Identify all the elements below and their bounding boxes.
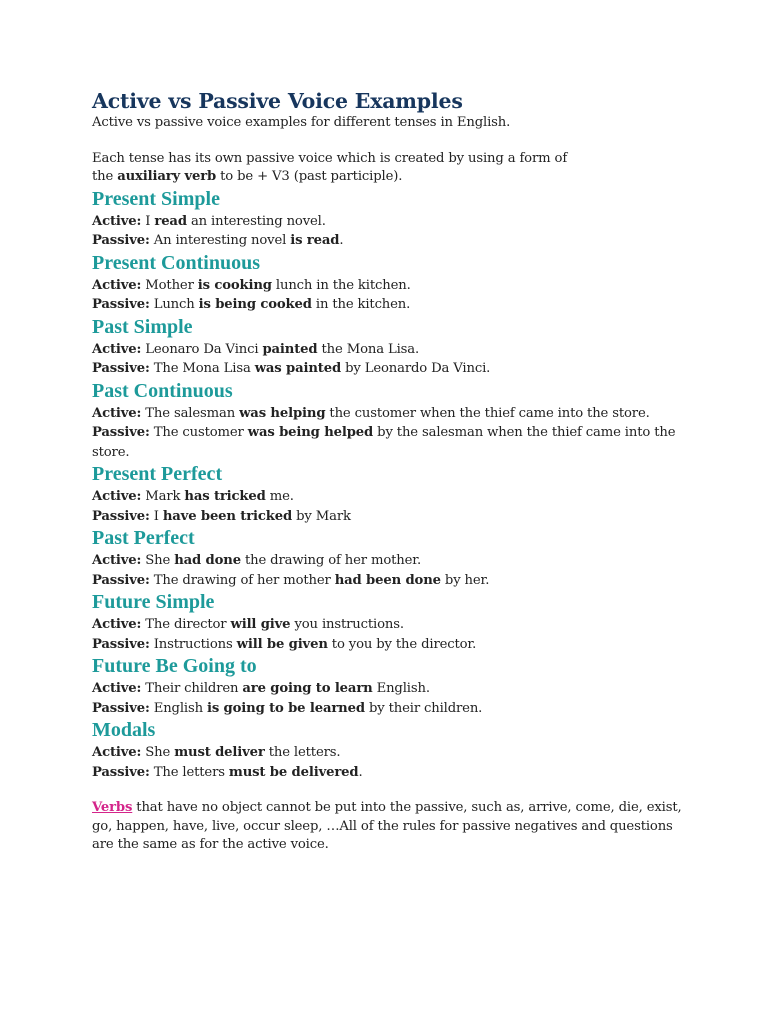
example-text: She <box>141 745 175 760</box>
section-heading: Future Be Going to <box>92 655 257 677</box>
section-heading: Present Continuous <box>92 251 260 274</box>
example-verb: must be delivered <box>228 764 359 780</box>
example-text: the Mona Lisa. <box>317 341 420 357</box>
example-text: The director <box>141 617 231 632</box>
example-text: Instructions <box>149 636 237 652</box>
passive-label: Passive: <box>92 764 150 780</box>
example-text: me. <box>265 489 294 504</box>
active-example <box>92 212 692 232</box>
passive-label: Passive: <box>92 700 150 716</box>
tense-section <box>92 315 692 379</box>
example-text: by Leonardo Da Vinci. <box>341 361 491 376</box>
passive-label: Passive: <box>92 361 150 376</box>
example-verb: is cooking <box>197 277 272 293</box>
example-verb: have been tricked <box>162 508 293 524</box>
passive-example <box>92 635 692 655</box>
section-heading: Present Simple <box>92 187 220 210</box>
tense-section <box>92 654 692 718</box>
example-text: lunch in the kitchen. <box>271 277 411 293</box>
example-text: I <box>141 213 155 229</box>
active-label: Active: <box>92 681 142 696</box>
example-verb: had been done <box>334 572 441 588</box>
section-heading: Past Simple <box>92 315 193 338</box>
passive-label: Passive: <box>92 233 150 248</box>
intro-text: the <box>92 169 118 184</box>
section-heading: Present Perfect <box>92 463 223 485</box>
passive-example <box>92 763 692 783</box>
example-verb: must deliver <box>174 745 265 760</box>
example-text: English. <box>372 681 430 696</box>
page-subtitle: Active vs passive voice examples for different tenses in English. <box>92 115 511 130</box>
active-label: Active: <box>92 553 142 568</box>
active-example <box>92 551 692 571</box>
example-text: She <box>141 553 175 568</box>
active-label: Active: <box>92 405 142 421</box>
active-example <box>92 615 692 635</box>
example-verb: had done <box>174 553 241 568</box>
example-verb: will give <box>230 617 291 632</box>
section-heading: Past Continuous <box>92 379 233 402</box>
passive-example <box>92 507 692 527</box>
example-verb: was being helped <box>247 425 374 440</box>
intro-line <box>92 168 692 187</box>
verbs-link[interactable]: Verbs <box>92 800 133 815</box>
active-example <box>92 743 692 763</box>
intro-bold-term: auxiliary verb <box>117 169 217 184</box>
tense-section <box>92 590 692 654</box>
example-verb: painted <box>262 341 318 357</box>
active-example <box>92 340 692 360</box>
example-text: by their children. <box>364 700 483 716</box>
passive-example <box>92 359 692 379</box>
example-verb: will be given <box>236 636 328 652</box>
section-heading: Modals <box>92 719 156 741</box>
passive-example <box>92 231 692 251</box>
active-example <box>92 276 692 296</box>
example-text: an interesting novel. <box>186 213 326 229</box>
document-body <box>92 88 692 855</box>
example-text: the customer when the thief came into the store. <box>325 405 650 421</box>
tense-section <box>92 526 692 590</box>
closing-paragraph <box>92 799 692 855</box>
example-text: . <box>358 764 363 780</box>
example-text: The salesman <box>141 405 240 421</box>
passive-example <box>92 699 692 719</box>
passive-label: Passive: <box>92 425 150 440</box>
passive-label: Passive: <box>92 572 150 588</box>
example-text: The letters <box>149 764 229 780</box>
example-text: in the kitchen. <box>311 297 411 312</box>
example-text: An interesting novel <box>149 233 291 248</box>
example-verb: was painted <box>254 361 342 376</box>
page-title: Active vs Passive Voice Examples <box>92 89 463 113</box>
example-text: Their children <box>141 681 243 696</box>
example-text: you instructions. <box>290 617 404 632</box>
example-text: Lunch <box>149 297 199 312</box>
active-label: Active: <box>92 617 142 632</box>
example-verb: is read <box>290 233 340 248</box>
passive-example <box>92 295 692 315</box>
example-verb: is being cooked <box>198 297 312 312</box>
tense-sections <box>92 187 692 783</box>
intro-text: to be + V3 (past participle). <box>216 169 403 184</box>
active-example <box>92 404 692 424</box>
example-verb: was helping <box>239 405 326 421</box>
tense-section <box>92 718 692 782</box>
example-text: Mother <box>141 277 198 293</box>
closing-text: that have no object cannot be put into the passive, such as, arrive, come, die, exist, go, happen, have, live, occur sleep, …All of the rules for passive negatives and questions are the same as for the active voice. <box>92 800 682 852</box>
example-text: the letters. <box>264 745 341 760</box>
intro-paragraph <box>92 150 692 187</box>
example-text: . <box>339 233 344 248</box>
example-text: the drawing of her mother. <box>240 553 422 568</box>
passive-example <box>92 423 692 462</box>
example-text: The customer <box>149 425 248 440</box>
example-text: English <box>149 700 207 716</box>
passive-label: Passive: <box>92 508 150 524</box>
intro-line: Each tense has its own passive voice which is created by using a form of <box>92 150 568 166</box>
example-text: to you by the director. <box>327 636 477 652</box>
tense-section <box>92 379 692 463</box>
example-text: The drawing of her mother <box>149 572 335 588</box>
example-text: Mark <box>141 489 185 504</box>
active-label: Active: <box>92 213 142 229</box>
example-text: I <box>149 508 163 524</box>
active-example <box>92 679 692 699</box>
active-label: Active: <box>92 341 142 357</box>
example-text: Leonaro Da Vinci <box>141 341 263 357</box>
passive-label: Passive: <box>92 297 150 312</box>
passive-example <box>92 571 692 591</box>
example-verb: read <box>154 213 187 229</box>
section-heading: Past Perfect <box>92 527 195 549</box>
example-verb: is going to be learned <box>206 700 365 716</box>
example-verb: are going to learn <box>242 681 373 696</box>
section-heading: Future Simple <box>92 591 215 613</box>
tense-section <box>92 251 692 315</box>
example-text: by Mark <box>292 508 351 524</box>
example-text: by the salesman when the thief came into the store. <box>92 425 676 460</box>
active-label: Active: <box>92 489 142 504</box>
example-verb: has tricked <box>184 489 266 504</box>
active-label: Active: <box>92 277 142 293</box>
tense-section <box>92 187 692 251</box>
passive-label: Passive: <box>92 636 150 652</box>
tense-section <box>92 462 692 526</box>
example-text: by her. <box>440 572 490 588</box>
example-text: The Mona Lisa <box>149 361 255 376</box>
active-example <box>92 487 692 507</box>
active-label: Active: <box>92 745 142 760</box>
